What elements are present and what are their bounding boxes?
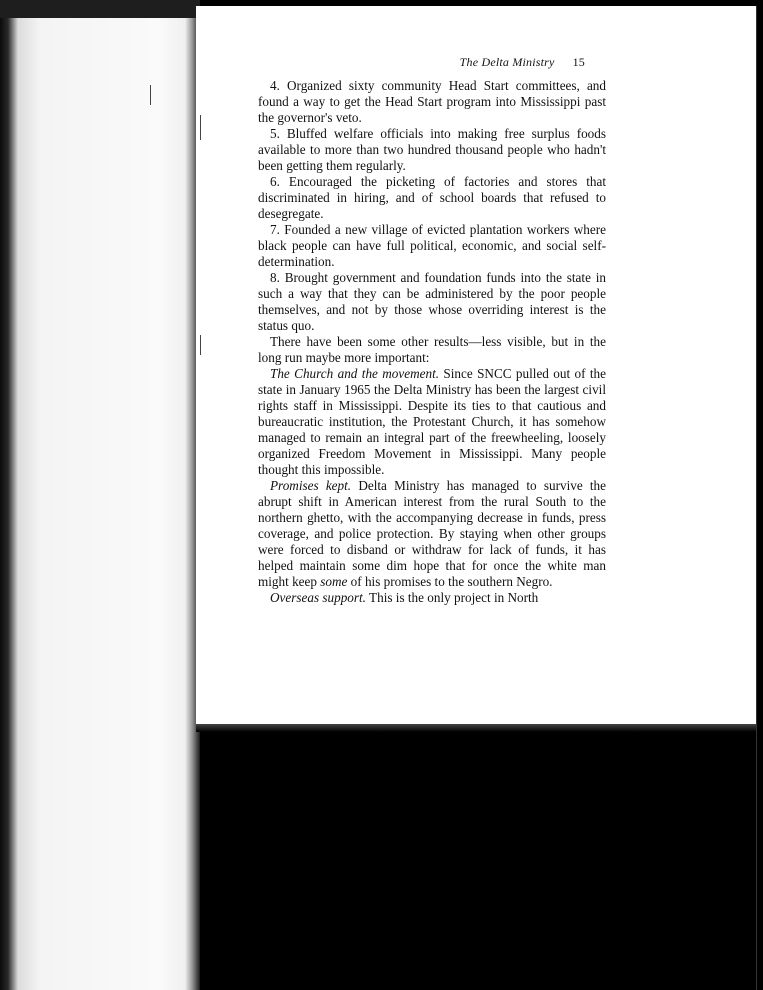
- list-item-4: 4. Organized sixty community Head Start committees, and found a way to get the Head Start program into Mississippi past the governor's veto.: [258, 78, 606, 125]
- list-item-6: 6. Encouraged the picketing of factories and stores that discriminated in hiring, and of school boards that refused to desegregate.: [258, 174, 606, 221]
- scan-mark: [150, 85, 151, 105]
- scan-mark: [200, 335, 201, 355]
- book-gutter: [0, 0, 200, 990]
- running-title: The Delta Ministry: [459, 55, 555, 69]
- list-item-7: 7. Founded a new village of evicted plantation workers where black people can have full political, economic, and social self-determination.: [258, 222, 606, 269]
- transition-paragraph: There have been some other results—less visible, but in the long run maybe more important:: [258, 334, 606, 365]
- list-item-8: 8. Brought government and foundation funds into the state in such a way that they can be administered by the poor people themselves, and not by those whose overriding interest is the status quo.: [258, 270, 606, 333]
- promises-emphasis: some: [320, 574, 348, 589]
- list-item-5: 5. Bluffed welfare officials into making free surplus foods available to more than two hundred thousand people who hadn't been getting them regularly.: [258, 126, 606, 173]
- scan-mark: [200, 115, 201, 140]
- church-body: Since SNCC pulled out of the state in January 1965 the Delta Ministry has been the largest civil rights staff in Mississippi. Despite its ties to that cautious and bureaucratic institution, the Protestant Church, it has somehow managed to remain an integral part of the freewheeling, loosely organized Freedom Movement in Mississippi. Many people thought this impossible.: [258, 366, 606, 477]
- overseas-body: This is the only project in North: [365, 590, 539, 605]
- running-header: [460, 55, 585, 70]
- gutter-shadow: [0, 0, 200, 18]
- promises-body-2: of his promises to the southern Negro.: [347, 574, 553, 589]
- overseas-paragraph: [258, 590, 606, 606]
- promises-heading: Promises kept.: [270, 478, 352, 493]
- promises-body-1: Delta Ministry has managed to survive the abrupt shift in American interest from the rural South to the northern ghetto, with the accompanying decrease in funds, press coverage, and police protection. By staying when other groups were forced to disband or withdraw for lack of funds, it has helped maintain some dim hope that for once the white man might keep: [258, 478, 607, 589]
- promises-paragraph: [258, 478, 606, 590]
- page-edge-shadow: [196, 724, 763, 732]
- church-paragraph: [258, 366, 606, 478]
- overseas-heading: Overseas support.: [270, 590, 366, 605]
- page-number: 15: [572, 55, 585, 69]
- church-heading: The Church and the movement.: [270, 366, 440, 381]
- body-text: [258, 78, 606, 606]
- scan-right-edge: [756, 6, 763, 990]
